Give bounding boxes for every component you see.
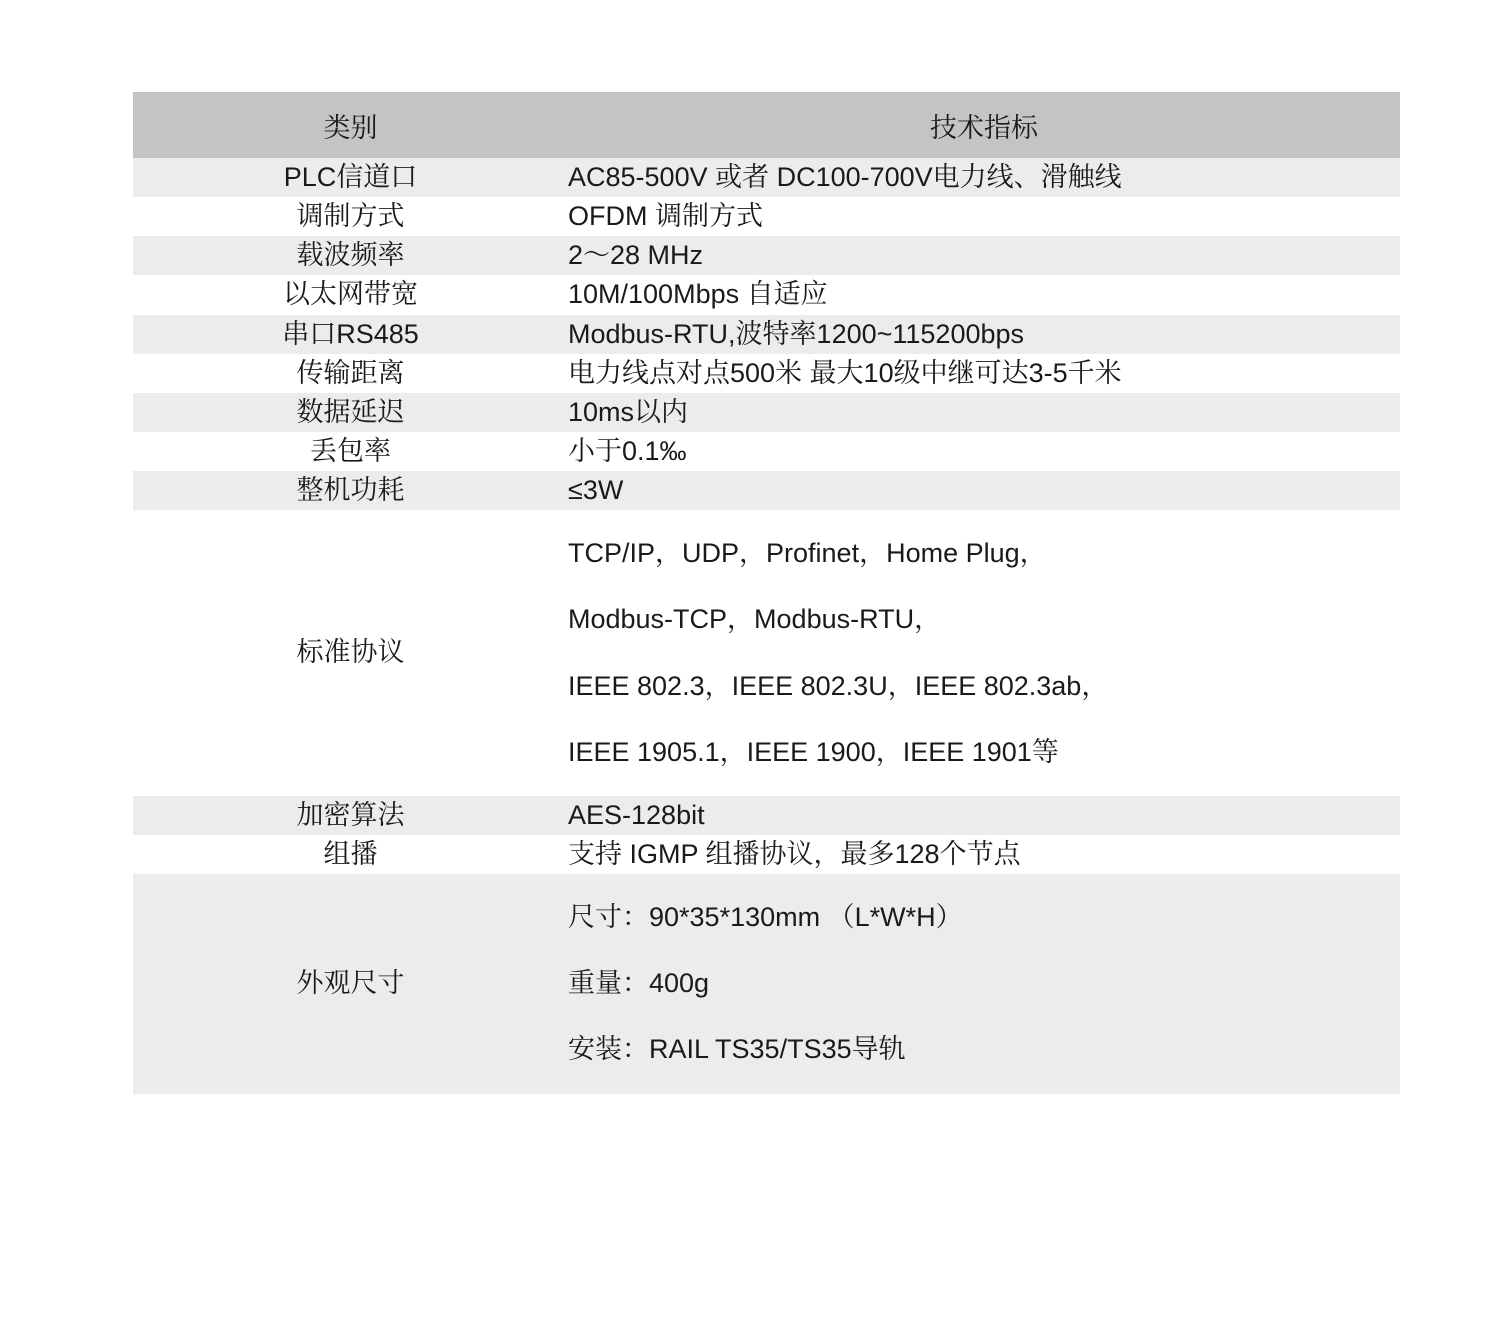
- table-body: [133, 158, 1400, 1094]
- row-category: 以太网带宽: [133, 275, 568, 314]
- value-line: IEEE 802.3，IEEE 802.3U，IEEE 802.3ab，: [568, 670, 1109, 701]
- value-line: 电力线点对点500米 最大10级中继可达3-5千米: [568, 357, 1122, 388]
- column-header-spec: 技术指标: [568, 92, 1400, 158]
- row-value: [568, 471, 1400, 510]
- table-row: [133, 275, 1400, 314]
- row-category: 数据延迟: [133, 393, 568, 432]
- row-value: [568, 432, 1400, 471]
- row-category: 调制方式: [133, 197, 568, 236]
- value-line: OFDM 调制方式: [568, 201, 763, 232]
- row-value: [568, 510, 1400, 796]
- value-line: Modbus-TCP，Modbus-RTU，: [568, 604, 942, 635]
- row-category: PLC信道口: [133, 158, 568, 197]
- table-row: [133, 197, 1400, 236]
- table-row: [133, 158, 1400, 197]
- table-row: [133, 354, 1400, 393]
- row-value: [568, 796, 1400, 835]
- value-line: AES-128bit: [568, 799, 705, 830]
- row-value: [568, 835, 1400, 874]
- table-row: [133, 393, 1400, 432]
- value-line: TCP/IP，UDP，Profinet，Home Plug，: [568, 538, 1047, 569]
- value-line: 支持 IGMP 组播协议，最多128个节点: [568, 838, 1021, 869]
- value-line: 10M/100Mbps 自适应: [568, 279, 828, 310]
- row-value: [568, 393, 1400, 432]
- value-line: AC85-500V 或者 DC100-700V电力线、滑触线: [568, 162, 1122, 192]
- value-line: 尺寸：90*35*130mm （L*W*H）: [568, 902, 963, 933]
- table-row: [133, 471, 1400, 510]
- row-category: 整机功耗: [133, 471, 568, 510]
- table-header: [133, 92, 1400, 158]
- row-category: 标准协议: [133, 510, 568, 796]
- row-value: [568, 315, 1400, 354]
- table-header-row: [133, 92, 1400, 158]
- row-value: [568, 874, 1400, 1093]
- row-value: [568, 354, 1400, 393]
- value-line: 2～28 MHz: [568, 240, 704, 271]
- table-row: [133, 796, 1400, 835]
- row-category: 加密算法: [133, 796, 568, 835]
- row-value: [568, 236, 1400, 275]
- row-category: 串口RS485: [133, 315, 568, 354]
- row-category: 传输距离: [133, 354, 568, 393]
- row-value: [568, 197, 1400, 236]
- row-category: 外观尺寸: [133, 874, 568, 1093]
- table-row: [133, 236, 1400, 275]
- value-line: 重量：400g: [568, 968, 710, 999]
- row-category: 载波频率: [133, 236, 568, 275]
- value-line: 小于0.1‰: [568, 435, 687, 466]
- value-line: ≤3W: [568, 475, 624, 506]
- row-value: [568, 275, 1400, 314]
- row-value: [568, 158, 1400, 197]
- row-category: 组播: [133, 835, 568, 874]
- row-category: 丢包率: [133, 432, 568, 471]
- specification-table: [133, 92, 1400, 1094]
- value-line: IEEE 1905.1，IEEE 1900，IEEE 1901等: [568, 736, 1059, 767]
- table-row: [133, 835, 1400, 874]
- value-line: 安装：RAIL TS35/TS35导轨: [568, 1034, 906, 1065]
- column-header-category: 类别: [133, 92, 568, 158]
- value-line: Modbus-RTU,波特率1200~115200bps: [568, 318, 1025, 349]
- table-row: [133, 432, 1400, 471]
- table-row: [133, 874, 1400, 1093]
- table-row: [133, 315, 1400, 354]
- table-row: [133, 510, 1400, 796]
- value-line: 10ms以内: [568, 396, 689, 427]
